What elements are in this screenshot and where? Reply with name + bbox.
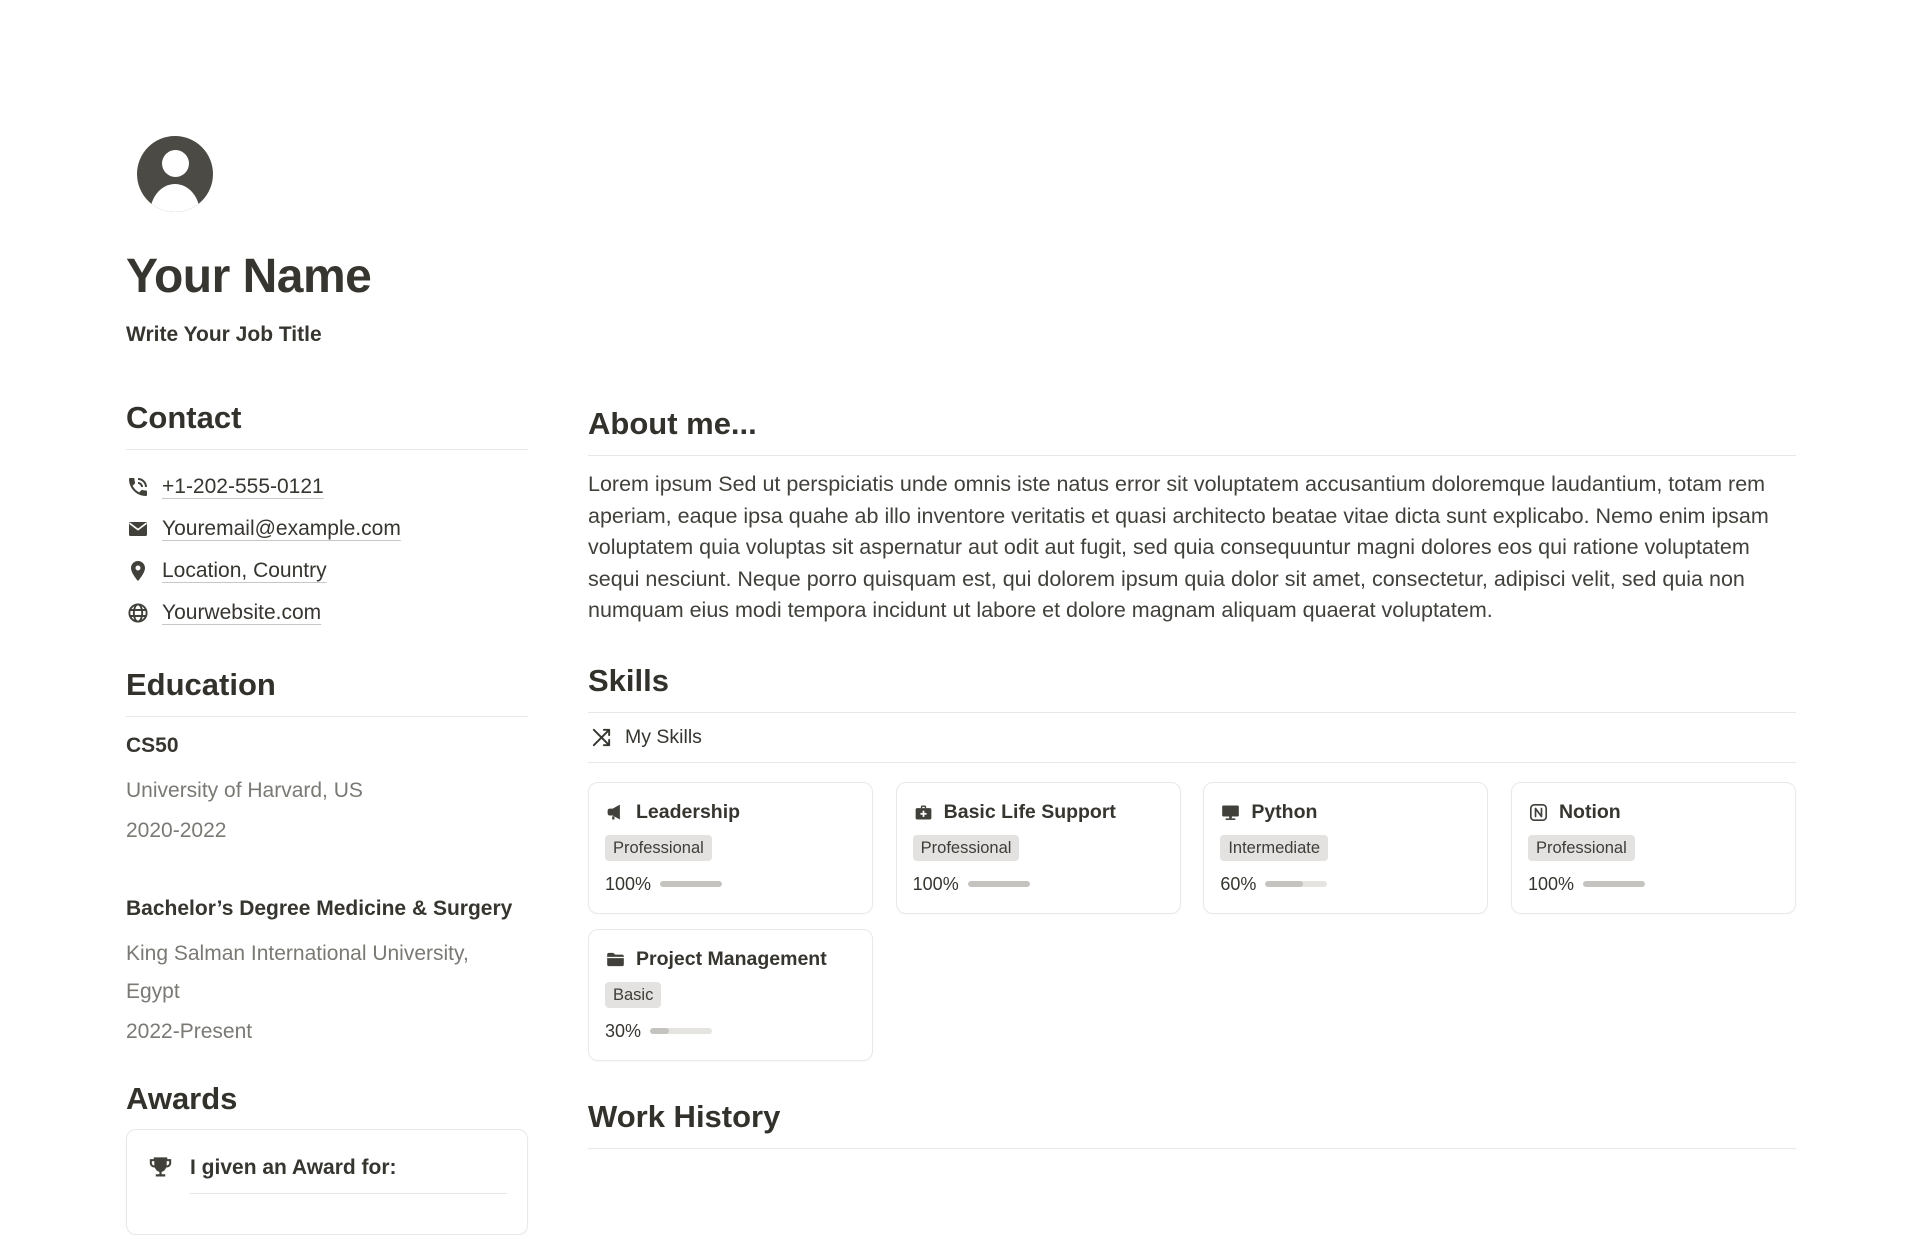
skills-group-label: My Skills xyxy=(625,725,702,748)
skill-card-title-row xyxy=(605,948,856,971)
person-icon xyxy=(162,150,189,177)
mail-icon xyxy=(126,517,150,541)
monitor-icon xyxy=(1220,802,1241,823)
location-icon xyxy=(126,559,150,583)
website-link[interactable]: Yourwebsite.com xyxy=(162,601,322,624)
contact-row-email xyxy=(126,508,528,550)
progress-bar xyxy=(650,1028,712,1034)
divider xyxy=(588,762,1796,763)
skill-percent-row xyxy=(1528,874,1779,895)
skill-cards xyxy=(588,782,1796,1061)
folder-icon xyxy=(605,949,626,970)
skill-level-tag: Basic xyxy=(605,982,661,1008)
award-entry-line xyxy=(190,1193,507,1194)
award-label: I given an Award for: xyxy=(190,1155,397,1179)
education-dates: 2020-2022 xyxy=(126,819,227,842)
progress-bar xyxy=(1583,881,1645,887)
skill-name: Project Management xyxy=(636,947,827,970)
right-column xyxy=(588,404,1796,1149)
skill-card-basic-life-support[interactable] xyxy=(896,782,1181,914)
education-degree: Bachelor’s Degree Medicine & Surgery xyxy=(126,897,513,920)
progress-bar-fill xyxy=(1583,881,1645,887)
skills-heading: Skills xyxy=(588,662,669,698)
progress-bar-fill xyxy=(1265,881,1302,887)
profile-avatar[interactable] xyxy=(137,136,213,212)
divider xyxy=(588,1148,1796,1149)
trophy-icon xyxy=(147,1154,174,1181)
education-entry xyxy=(126,733,528,850)
education-entry xyxy=(126,896,528,1051)
skill-card-project-management[interactable] xyxy=(588,929,873,1061)
person-icon-shoulders xyxy=(150,184,200,212)
skills-group-row xyxy=(588,713,1796,762)
skill-level-tag: Intermediate xyxy=(1220,835,1328,861)
notion-logo-icon xyxy=(1528,802,1549,823)
work-history-heading: Work History xyxy=(588,1098,781,1134)
skill-card-title-row xyxy=(1528,801,1779,824)
skill-name: Notion xyxy=(1558,800,1621,823)
awards-heading: Awards xyxy=(126,1081,238,1116)
work-history-section xyxy=(588,1097,1796,1149)
job-title: Write Your Job Title xyxy=(126,323,322,346)
skill-card-notion[interactable] xyxy=(1511,782,1796,914)
megaphone-icon xyxy=(605,802,626,823)
page-title: Your Name xyxy=(126,250,372,303)
skill-percent-row xyxy=(605,874,856,895)
about-section xyxy=(588,404,1796,627)
skill-level-tag: Professional xyxy=(1528,835,1635,861)
divider xyxy=(126,449,528,450)
phone-link[interactable]: +1-202-555-0121 xyxy=(162,475,324,498)
first-aid-kit-icon xyxy=(913,802,934,823)
education-heading: Education xyxy=(126,667,276,702)
skill-name: Leadership xyxy=(636,800,741,823)
about-paragraph: Lorem ipsum Sed ut perspiciatis unde omnis iste natus error sit voluptatem accusantium doloremque laudantium, totam rem aperiam, eaque ipsa quahe ab illo inventore veritatis et quasi architecto beatae vitae dicta sunt explicabo. Nemo enim ipsam voluptatem quia voluptas sit aspernatur aut odit aut fugit, sed quia consequuntur magni dolores eos qui ratione voluptatem sequi nesciunt. Neque porro quisquam est, qui dolorem ipsum quia dolor sit amet, consectetur, adipisci velit, sed quia non numquam eius modi tempora incidunt ut labore et dolore magnam aliquam quaerat voluptatem. xyxy=(588,472,1769,622)
skill-card-title-row xyxy=(1220,801,1471,824)
phone-icon xyxy=(126,475,150,499)
skill-name: Python xyxy=(1251,800,1318,823)
progress-bar-fill xyxy=(660,881,722,887)
contact-section xyxy=(126,398,528,634)
contact-row-phone xyxy=(126,466,528,508)
skill-card-python[interactable] xyxy=(1203,782,1488,914)
skill-card-title-row xyxy=(913,801,1164,824)
progress-bar-fill xyxy=(650,1028,669,1034)
skill-percent: 100% xyxy=(605,873,652,894)
skill-percent: 100% xyxy=(912,873,959,894)
skill-percent: 100% xyxy=(1527,873,1575,894)
education-degree: CS50 xyxy=(126,734,179,757)
award-row xyxy=(147,1154,507,1181)
skill-percent-row xyxy=(913,874,1164,895)
left-column xyxy=(126,136,528,1235)
globe-icon xyxy=(126,601,150,625)
skill-level-tag: Professional xyxy=(605,835,712,861)
divider xyxy=(126,716,528,717)
education-school: King Salman International University, Egypt xyxy=(126,942,469,1003)
about-heading: About me... xyxy=(588,406,757,441)
skill-card-title-row xyxy=(605,801,856,824)
education-section xyxy=(126,665,528,1051)
skill-card-leadership[interactable] xyxy=(588,782,873,914)
skill-percent: 60% xyxy=(1220,873,1257,894)
progress-bar xyxy=(968,881,1030,887)
skill-percent-row xyxy=(605,1021,856,1042)
skill-percent: 30% xyxy=(605,1020,642,1041)
contact-row-location xyxy=(126,550,528,592)
progress-bar xyxy=(1265,881,1327,887)
crossed-arrows-icon xyxy=(590,726,613,749)
location-link[interactable]: Location, Country xyxy=(162,559,327,582)
skills-section xyxy=(588,661,1796,1061)
skill-level-tag: Professional xyxy=(913,835,1020,861)
awards-section xyxy=(126,1079,528,1235)
contact-heading: Contact xyxy=(126,400,242,435)
divider xyxy=(588,455,1796,456)
education-school: University of Harvard, US xyxy=(126,779,363,802)
skill-name: Basic Life Support xyxy=(943,800,1116,823)
progress-bar-fill xyxy=(968,881,1030,887)
skill-percent-row xyxy=(1220,874,1471,895)
contact-list xyxy=(126,466,528,634)
education-dates: 2022-Present xyxy=(126,1020,253,1043)
award-card xyxy=(126,1129,528,1235)
progress-bar xyxy=(660,881,722,887)
contact-row-website xyxy=(126,592,528,634)
email-link[interactable]: Youremail@example.com xyxy=(162,517,401,540)
